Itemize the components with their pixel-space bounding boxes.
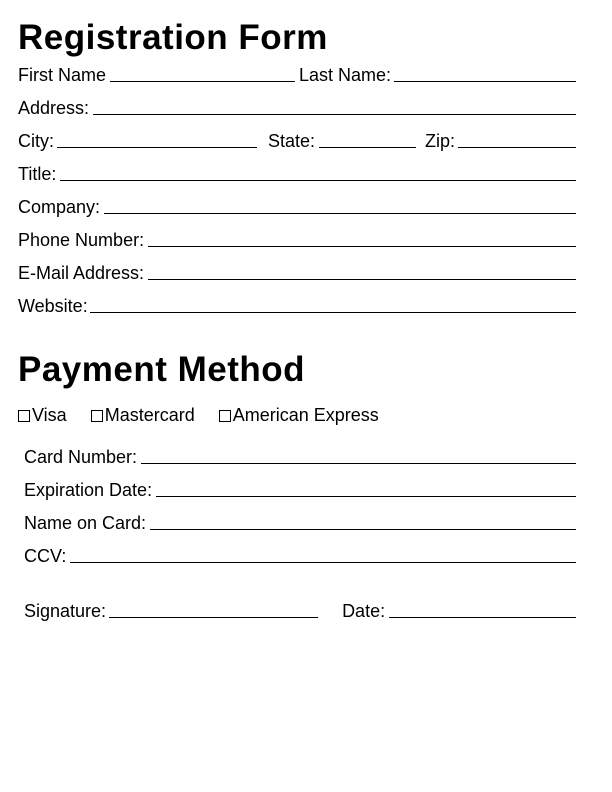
- title-label: Title:: [18, 164, 57, 184]
- visa-option[interactable]: [18, 405, 67, 426]
- website-label: Website:: [18, 296, 88, 316]
- title-row: [18, 165, 576, 183]
- card-number-field[interactable]: [141, 463, 576, 464]
- card-number-label: Card Number:: [24, 447, 138, 467]
- company-label: Company:: [18, 197, 101, 217]
- state-label: State:: [268, 131, 316, 151]
- expiration-field[interactable]: [156, 496, 576, 497]
- name-row: [18, 66, 576, 84]
- address-label: Address:: [18, 98, 90, 118]
- expiration-row: [24, 481, 576, 499]
- signature-date-row: [24, 602, 576, 620]
- name-on-card-row: [24, 514, 576, 532]
- name-on-card-field[interactable]: [150, 529, 576, 530]
- registration-form-title: Registration Form: [18, 18, 328, 57]
- last-name-label: Last Name:: [299, 65, 392, 85]
- email-field[interactable]: [148, 279, 576, 280]
- american-express-checkbox[interactable]: [219, 410, 231, 422]
- mastercard-label: Mastercard: [104, 405, 195, 425]
- email-row: [18, 264, 576, 282]
- zip-field[interactable]: [458, 147, 576, 148]
- payment-options: [18, 405, 403, 426]
- name-on-card-label: Name on Card:: [24, 513, 147, 533]
- website-row: [18, 297, 576, 315]
- mastercard-option[interactable]: [91, 405, 195, 426]
- title-field[interactable]: [60, 180, 576, 181]
- state-field[interactable]: [319, 147, 416, 148]
- visa-label: Visa: [32, 405, 67, 425]
- last-name-field[interactable]: [394, 81, 576, 82]
- company-row: [18, 198, 576, 216]
- card-number-row: [24, 448, 576, 466]
- email-label: E-Mail Address:: [18, 263, 145, 283]
- signature-field[interactable]: [109, 617, 318, 618]
- american-express-label: American Express: [232, 405, 379, 425]
- phone-field[interactable]: [148, 246, 576, 247]
- ccv-label: CCV:: [24, 546, 67, 566]
- ccv-field[interactable]: [70, 562, 576, 563]
- first-name-field[interactable]: [110, 81, 295, 82]
- address-row: [18, 99, 576, 117]
- city-label: City:: [18, 131, 54, 151]
- payment-method-title: Payment Method: [18, 350, 306, 389]
- ccv-row: [24, 547, 576, 565]
- website-field[interactable]: [90, 312, 576, 313]
- expiration-label: Expiration Date:: [24, 480, 153, 500]
- date-label: Date:: [342, 601, 386, 621]
- american-express-option[interactable]: [219, 405, 379, 426]
- visa-checkbox[interactable]: [18, 410, 30, 422]
- mastercard-checkbox[interactable]: [91, 410, 103, 422]
- city-state-zip-row: [18, 132, 576, 150]
- first-name-label: First Name: [18, 65, 107, 85]
- zip-label: Zip:: [425, 131, 456, 151]
- address-field[interactable]: [93, 114, 576, 115]
- city-field[interactable]: [57, 147, 257, 148]
- date-field[interactable]: [389, 617, 576, 618]
- phone-label: Phone Number:: [18, 230, 145, 250]
- phone-row: [18, 231, 576, 249]
- signature-label: Signature:: [24, 601, 107, 621]
- company-field[interactable]: [104, 213, 576, 214]
